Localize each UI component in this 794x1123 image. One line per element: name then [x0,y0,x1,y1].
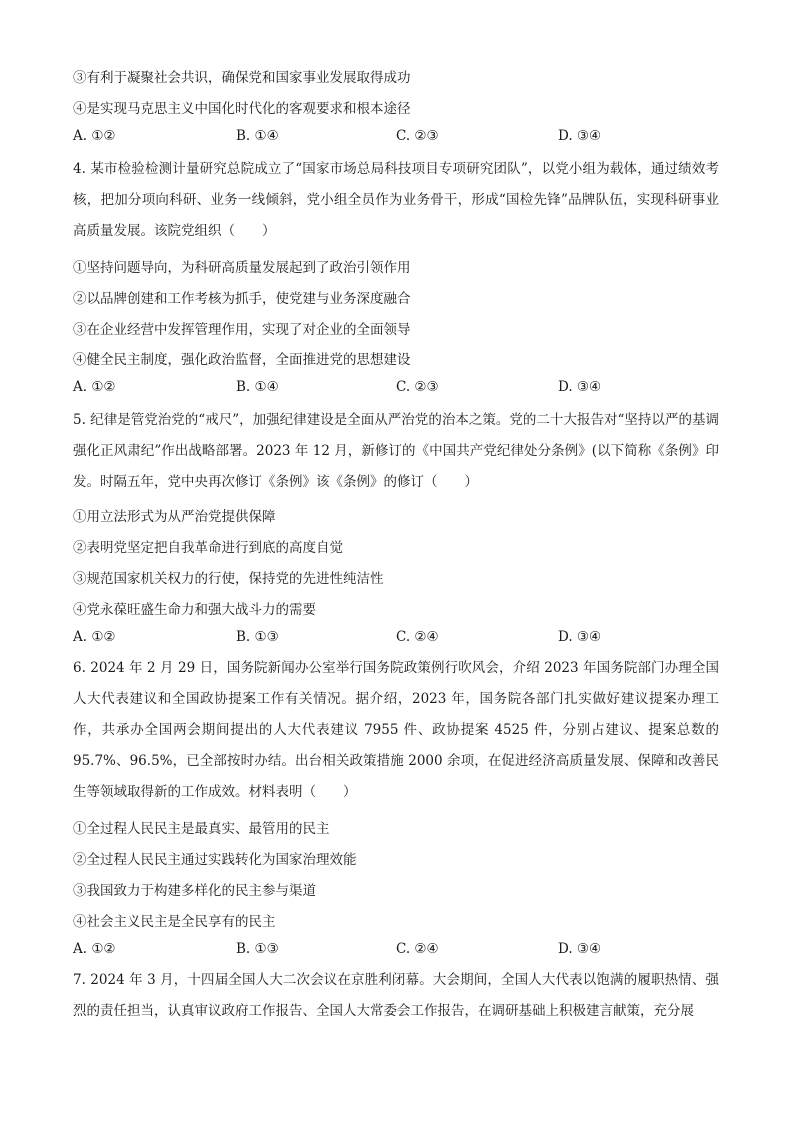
q4-stem: 4. 某市检验检测计量研究总院成立了“国家市场总局科技项目专项研究团队”，以党小组为载体，通过绩效考核，把加分项向科研、业务一线倾斜，党小组全员作为业务骨干，形成“国检先锋”品牌队伍，实现科研事业高质量发展。该院党组织（ ） [73,161,719,239]
q6-item-3: ③我国致力于构建多样化的民主参与渠道 [73,883,316,899]
q5-item-3: ③规范国家机关权力的行使，保持党的先进性纯洁性 [73,571,384,587]
q5-stem: 5. 纪律是管党治党的“戒尺”，加强纪律建设是全面从严治党的治本之策。党的二十大报告对“坚持以严的基调强化正风肃纪”作出战略部署。2023 年 12 月，新修订的《中国共产党纪律处分条例》(以下简称《条例》印发。时隔五年，党中央再次修订《条例》该《条例》的修订（ ） [73,412,719,490]
q6-item-4: ④社会主义民主是全民享有的民主 [73,914,276,930]
q5-option-b: B. ①③ [236,629,279,645]
q4-item-4: ④健全民主制度，强化政治监督，全面推进党的思想建设 [73,352,411,368]
q5-item-4: ④党永葆旺盛生命力和强大战斗力的需要 [73,602,316,618]
q5-option-a: A. ①② [73,629,116,645]
q4-options [73,379,733,399]
q4-option-d: D. ③④ [558,379,602,395]
q6-option-d: D. ③④ [558,941,602,957]
q6-option-a: A. ①② [73,941,116,957]
q3-option-b: B. ①④ [236,128,279,144]
q3-option-c: C. ②③ [396,128,439,144]
q7-stem: 7. 2024 年 3 月，十四届全国人大二次会议在京胜利闭幕。大会期间，全国人大代表以饱满的履职热情、强烈的责任担当，认真审议政府工作报告、全国人大常委会工作报告，在调研基础上积极建言献策，充分展 [73,972,719,1019]
q6-options [73,941,733,961]
q4-item-3: ③在企业经营中发挥管理作用，实现了对企业的全面领导 [73,322,411,338]
q5-option-c: C. ②④ [396,629,439,645]
q6-item-1: ①全过程人民民主是最真实、最管用的民主 [73,821,330,837]
q3-item-3: ③有利于凝聚社会共识，确保党和国家事业发展取得成功 [73,70,411,86]
q5-item-1: ①用立法形式为从严治党提供保障 [73,509,276,525]
q4-option-c: C. ②③ [396,379,439,395]
q3-options [73,128,733,148]
q6-option-b: B. ①③ [236,941,279,957]
q5-options [73,629,733,649]
q3-item-4: ④是实现马克思主义中国化时代化的客观要求和根本途径 [73,101,411,117]
q6-option-c: C. ②④ [396,941,439,957]
q5-option-d: D. ③④ [558,629,602,645]
q3-option-a: A. ①② [73,128,116,144]
q6-item-2: ②全过程人民民主通过实践转化为国家治理效能 [73,852,357,868]
q4-item-1: ①坚持问题导向，为科研高质量发展起到了政治引领作用 [73,260,411,276]
q4-option-a: A. ①② [73,379,116,395]
q4-item-2: ②以品牌创建和工作考核为抓手，使党建与业务深度融合 [73,291,411,307]
q3-option-d: D. ③④ [558,128,602,144]
q6-stem: 6. 2024 年 2 月 29 日，国务院新闻办公室举行国务院政策例行吹风会，介绍 2023 年国务院部门办理全国人大代表建议和全国政协提案工作有关情况。据介绍，2023 年，国务院各部门扎实做好建议提案办理工作，共承办全国两会期间提出的人大代表建议 7955 件、政协提案 4525 件，分别占建议、提案总数的 95.7%、96.5%，已全部按时办结。出台相关政策措施 2000 余项，在促进经济高质量发展、保障和改善民生等领域取得新的工作成效。材料表明（ ） [73,660,719,800]
q4-option-b: B. ①④ [236,379,279,395]
q5-item-2: ②表明党坚定把自我革命进行到底的高度自觉 [73,540,343,556]
